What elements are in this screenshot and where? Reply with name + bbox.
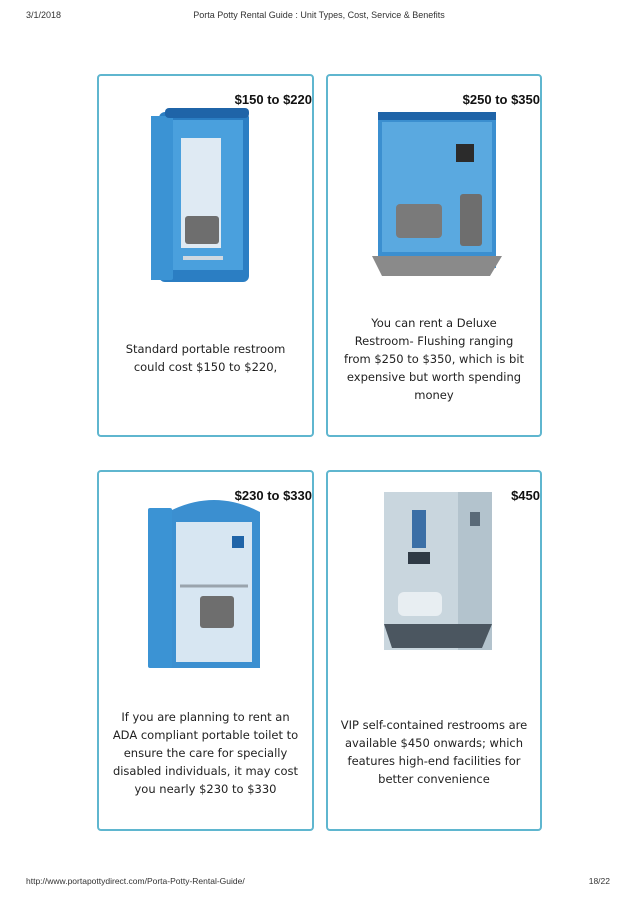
card-description: If you are planning to rent an ADA compliant portable toilet to ensure the care for specially disabled individuals, it may cost you nearly $230 to $330: [112, 710, 299, 796]
header-title: Porta Potty Rental Guide : Unit Types, Cost, Service & Benefits: [193, 10, 445, 20]
price-label: $250 to $350: [462, 92, 540, 107]
price-label: $150 to $220: [234, 92, 312, 107]
footer-url[interactable]: http://www.portapottydirect.com/Porta-Potty-Rental-Guide/: [26, 876, 245, 886]
card-vip-restroom: [326, 470, 542, 831]
ada-portable-toilet-icon: [144, 492, 274, 672]
deluxe-flushing-restroom-icon: [372, 108, 502, 278]
header-date: 3/1/2018: [26, 10, 62, 20]
card-deluxe-restroom: [326, 74, 542, 437]
card-standard-restroom: [97, 74, 314, 437]
price-label: $450: [511, 488, 540, 503]
card-description: VIP self-contained restrooms are available $450 onwards; which features high-end facilities for better convenience: [340, 718, 528, 786]
vip-restroom-icon: [378, 488, 498, 654]
price-label: $230 to $330: [234, 488, 312, 503]
card-description: You can rent a Deluxe Restroom- Flushing ranging from $250 to $350, which is bit expensive but worth spending money: [343, 316, 525, 402]
standard-portable-toilet-icon: [151, 106, 261, 286]
card-description: Standard portable restroom could cost $150 to $220,: [125, 342, 286, 374]
card-ada-restroom: [97, 470, 314, 831]
footer-page-number: 18/22: [588, 876, 610, 886]
